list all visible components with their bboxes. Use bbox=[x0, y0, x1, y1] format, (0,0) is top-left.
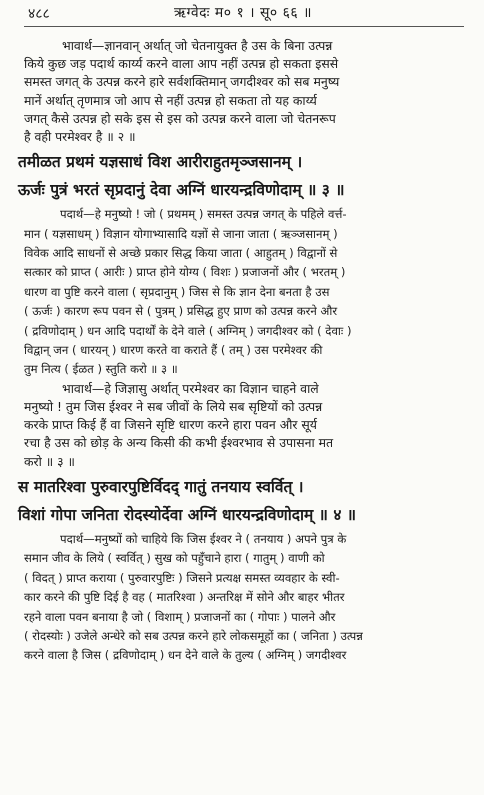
page-number: ४८८ bbox=[28, 6, 50, 22]
text-line: विद्वान् जन ( धारयन् ) धारण करते वा कराते हैं ( तम् ) उस परमेश्वर की bbox=[24, 343, 323, 358]
text-line: भावार्थ—ज्ञानवान् अर्थात् जो चेतनायुक्त है उस के बिना उत्पन्न bbox=[62, 38, 333, 53]
text-line: सत्कार को प्राप्त ( आरीः ) प्राप्त होने योग्य ( विशः ) प्रजाजनों और ( भरतम् ) bbox=[24, 265, 346, 280]
mantra-line: विशां गोपा जनिता रोदस्योर्देवा अग्निं धारयन्द्रविणोदाम् ॥ ४ ॥ bbox=[18, 504, 357, 524]
text-line: धारण वा पुष्टि करने वाला ( सृप्रदानुम् ) जिस से कि ज्ञान देना बनता है उस bbox=[24, 284, 330, 299]
mantra-3 bbox=[18, 149, 464, 202]
bhavarth-paragraph-2 bbox=[24, 37, 464, 146]
bhavarth-paragraph-3 bbox=[24, 380, 464, 471]
text-line: जगत् कैसे उत्पन्न हो सके इस से इस को उत्पन्न करने वाला जो चेतनरूप bbox=[24, 110, 336, 126]
padarth-paragraph-4 bbox=[24, 530, 464, 666]
text-line: रचा है उस को छोड़ के अन्य किसी की कभी ईश्वरभाव से उपासना मत bbox=[24, 435, 334, 451]
text-line: मानें अर्थात् तृणमात्र जो आप से नहीं उत्पन्न हो सकता तो यह कार्य्य bbox=[24, 92, 317, 108]
text-line: पदार्थ—हे मनुष्यो ! जो ( प्रथमम् ) समस्त उत्पन्न जगत् के पहिले वर्त्त- bbox=[60, 207, 347, 222]
mantra-line: स मातरिश्वा पुरुवारपुष्टिर्विदद् गातुं तनयाय स्वर्वित् । bbox=[18, 476, 304, 496]
text-line: समान जीव के लिये ( स्वर्वित् ) सुख को पहुँचाने हारा ( गातुम् ) वाणी को bbox=[24, 551, 325, 566]
text-line: करो ॥ ३ ॥ bbox=[24, 453, 75, 469]
text-line: ( रोदस्योः ) उजेले अन्धेरे को सब उत्पन्न करने हारे लोकसमूहों का ( जनिता ) उत्पन्न bbox=[24, 628, 363, 643]
text-line: भावार्थ—हे जिज्ञासु अर्थात् परमेश्वर का विज्ञान चाहने वाले bbox=[62, 380, 319, 396]
padarth-paragraph-3 bbox=[24, 205, 464, 380]
text-line: मनुष्यो ! तुम जिस ईश्वर ने सब जीवों के लिये सब सृष्टियों को उत्पन्न bbox=[24, 399, 323, 415]
verse-reference: ऋग्वेदः म० १ । सू० ६६ ॥ bbox=[174, 5, 313, 21]
text-line: करके प्राप्त किई हैं वा जिसने सृष्टि धारण करने हारा पवन और सूर्य bbox=[24, 417, 317, 433]
text-line: मान ( यज्ञसाधम् ) विज्ञान योगाभ्यासादि यज्ञों से जाना जाता ( ऋञ्जसानम् ) bbox=[24, 226, 338, 241]
text-line: रहने वाला पवन बनाया है जो ( विशाम् ) प्रजाजनों का ( गोपाः ) पालने और bbox=[24, 609, 336, 624]
text-line: ( ऊर्जः ) कारण रूप पवन से ( पुत्रम् ) प्रसिद्ध हुए प्राण को उत्पन्न करने और bbox=[24, 304, 338, 319]
text-line: तुम नित्य ( ईळत ) स्तुति करो ॥ ३ ॥ bbox=[24, 362, 178, 377]
mantra-4 bbox=[18, 474, 464, 527]
mantra-line: तमीळत प्रथमं यज्ञसाधं विश आरीराहुतमृञ्जसानम् । bbox=[18, 152, 303, 172]
mantra-line: ऊर्जः पुत्रं भरतं सृप्रदानुं देवा अग्निं धारयन्द्रविणोदाम् ॥ ३ ॥ bbox=[18, 180, 345, 200]
page-header bbox=[24, 0, 464, 27]
text-line: कार करने की पुष्टि दिई है वह ( मातरिश्वा ) अन्तरिक्ष में सोने और बाहर भीतर bbox=[24, 590, 345, 605]
text-line: ( द्रविणोदाम् ) धन आदि पदार्थों के देने वाले ( अग्निम् ) जगदीश्वर को ( देवाः ) bbox=[24, 323, 352, 338]
text-line: करने वाला है जिस ( द्रविणोदाम् ) धन देने वाले के तुल्य ( अग्निम् ) जगदीश्वर bbox=[24, 648, 347, 663]
text-line: है वही परमेश्वर है ॥ २ ॥ bbox=[24, 129, 136, 145]
text-line: समस्त जगत् के उत्पन्न करने हारे सर्वशक्तिमान् जगदीश्वर को सब मनुष्य bbox=[24, 74, 340, 90]
text-line: ( विदत् ) प्राप्त कराया ( पुरुवारपुष्टिः ) जिसने प्रत्यक्ष समस्त व्यवहार के स्वी- bbox=[24, 570, 340, 585]
text-line: विवेक आदि साधनों से अच्छे प्रकार सिद्ध किया जाता ( आहुतम् ) विद्वानों से bbox=[24, 246, 338, 261]
text-line: किये कुछ जड़ पदार्थ कार्य्य करने वाला आप नहीं उत्पन्न हो सकता इससे bbox=[24, 56, 339, 72]
text-line: पदार्थ—मनुष्यों को चाहिये कि जिस ईश्वर ने ( तनयाय ) अपने पुत्र के bbox=[60, 531, 347, 546]
